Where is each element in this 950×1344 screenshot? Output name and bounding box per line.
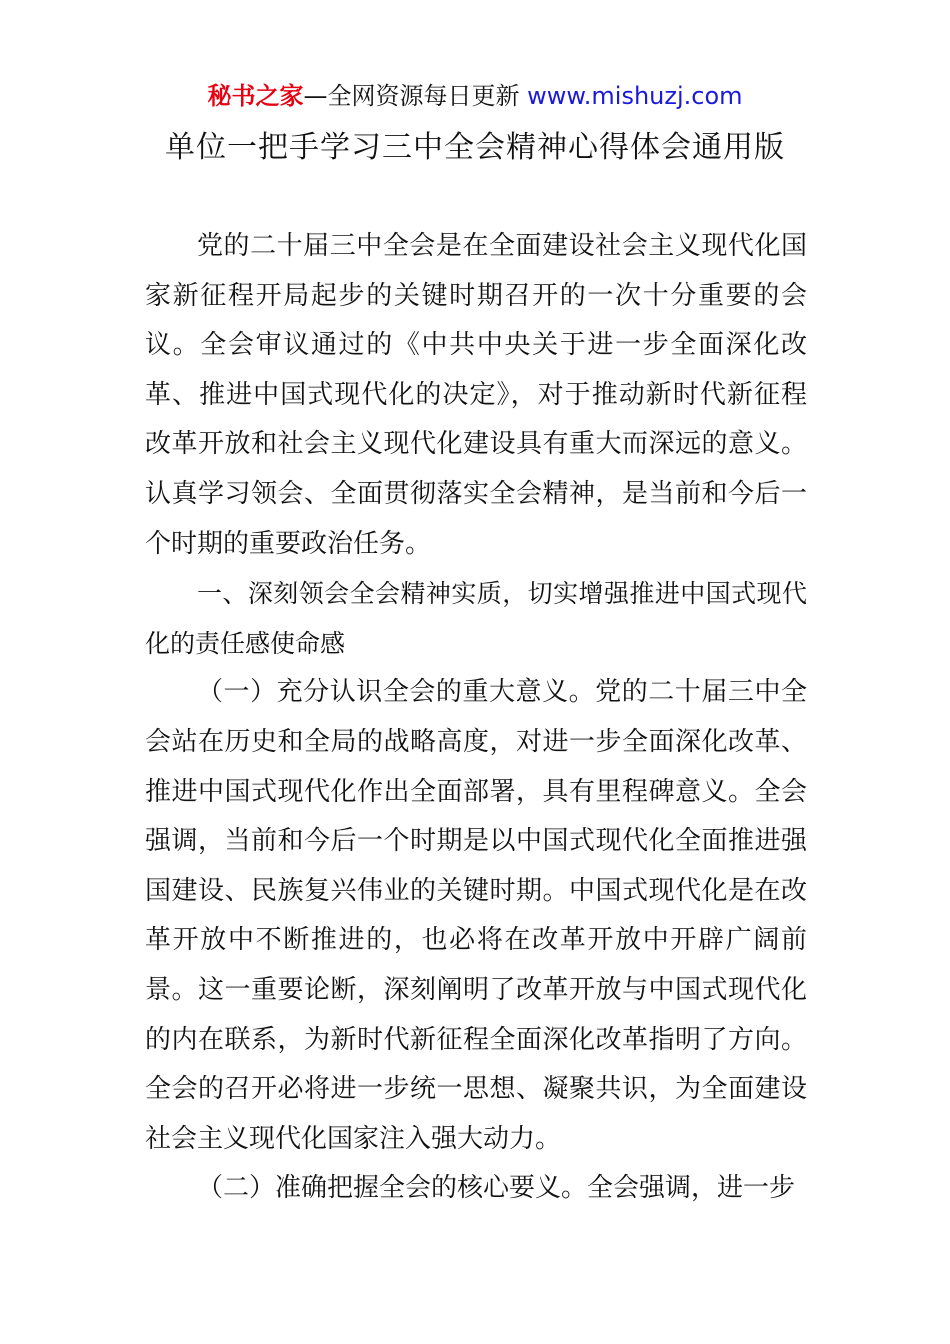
- site-url-link[interactable]: www.mishuzj.com: [527, 82, 743, 110]
- document-title: 单位一把手学习三中全会精神心得体会通用版: [165, 130, 785, 165]
- intro-paragraph: 党的二十届三中全会是在全面建设社会主义现代化国家新征程开局起步的关键时期召开的一次十分重要的会议。全会审议通过的《中共中央关于进一步全面深化改革、推进中国式现代化的决定》，对于推动新时代新征程改革开放和社会主义现代化建设具有重大而深远的意义。认真学习领会、全面贯彻落实全会精神，是当前和今后一个时期的重要政治任务。: [145, 231, 807, 559]
- subsection-paragraph-2: （二）准确把握全会的核心要义。全会强调，进一步: [197, 1173, 796, 1204]
- site-header: [0, 78, 950, 114]
- document-body: [145, 222, 807, 1214]
- site-brand: 秘书之家: [207, 82, 304, 110]
- section-heading-1: 一、深刻领会全会精神实质，切实增强推进中国式现代化的责任感使命感: [145, 579, 807, 658]
- subsection-paragraph-1: （一）充分认识全会的重大意义。党的二十届三中全会站在历史和全局的战略高度，对进一步全面深化改革、推进中国式现代化作出全面部署，具有里程碑意义。全会强调，当前和今后一个时期是以中国式现代化全面推进强国建设、民族复兴伟业的关键时期。中国式现代化是在改革开放中不断推进的，也必将在改革开放中开辟广阔前景。这一重要论断，深刻阐明了改革开放与中国式现代化的内在联系，为新时代新征程全面深化改革指明了方向。全会的召开必将进一步统一思想、凝聚共识，为全面建设社会主义现代化国家注入强大动力。: [145, 677, 807, 1154]
- site-tagline: —全网资源每日更新: [303, 82, 528, 110]
